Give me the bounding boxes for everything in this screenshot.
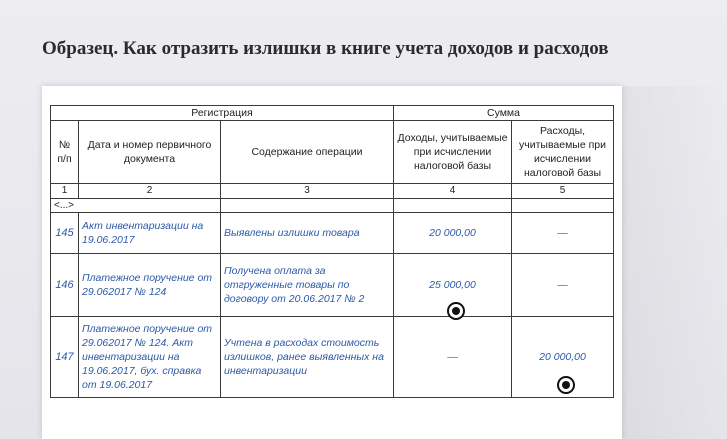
row-number: 145	[51, 213, 79, 254]
column-number: 2	[79, 184, 221, 199]
row-expense: —	[512, 254, 614, 317]
row-number: 146	[51, 254, 79, 317]
table-row	[51, 317, 614, 398]
header-registration: Регистрация	[51, 106, 394, 121]
column-number: 3	[221, 184, 394, 199]
row-expense: 20 000,00	[512, 317, 614, 398]
row-number: 147	[51, 317, 79, 398]
header-number: № п/п	[51, 121, 79, 184]
column-number: 1	[51, 184, 79, 199]
marker-icon[interactable]	[447, 302, 465, 320]
ledger-table	[50, 105, 614, 398]
ledger-sheet	[42, 86, 622, 439]
header-expense: Расходы, учитываемые при исчислении налоговой базы	[512, 121, 614, 184]
row-document: Платежное поручение от 29.062017 № 124	[79, 254, 221, 317]
row-income: 20 000,00	[394, 213, 512, 254]
page-shadow	[622, 86, 727, 439]
row-expense: —	[512, 213, 614, 254]
row-content: Получена оплата за отгруженные товары по договору от 20.06.2017 № 2	[221, 254, 394, 317]
table-cell	[221, 198, 394, 213]
column-number: 4	[394, 184, 512, 199]
row-content: Учтена в расходах стоимость излишков, ранее выявленных на инвентаризации	[221, 317, 394, 398]
row-document: Акт инвентаризации на 19.06.2017	[79, 213, 221, 254]
header-income: Доходы, учитываемые при исчислении налоговой базы	[394, 121, 512, 184]
table-row	[51, 213, 614, 254]
table-cell	[394, 198, 512, 213]
row-content: Выявлены излишки товара	[221, 213, 394, 254]
row-income: —	[394, 317, 512, 398]
page-title: Образец. Как отразить излишки в книге учета доходов и расходов	[42, 38, 609, 59]
table-row	[51, 254, 614, 317]
table-cell	[512, 198, 614, 213]
column-number: 5	[512, 184, 614, 199]
row-document: Платежное поручение от 29.062017 № 124. Акт инвентаризации на 19.06.2017, бух. справка от 19.06.2017	[79, 317, 221, 398]
ellipsis-row: <...>	[51, 198, 221, 213]
header-content: Содержание операции	[221, 121, 394, 184]
marker-icon[interactable]	[557, 376, 575, 394]
row-income: 25 000,00	[394, 254, 512, 317]
header-document: Дата и номер первичного документа	[79, 121, 221, 184]
header-sum: Сумма	[394, 106, 614, 121]
